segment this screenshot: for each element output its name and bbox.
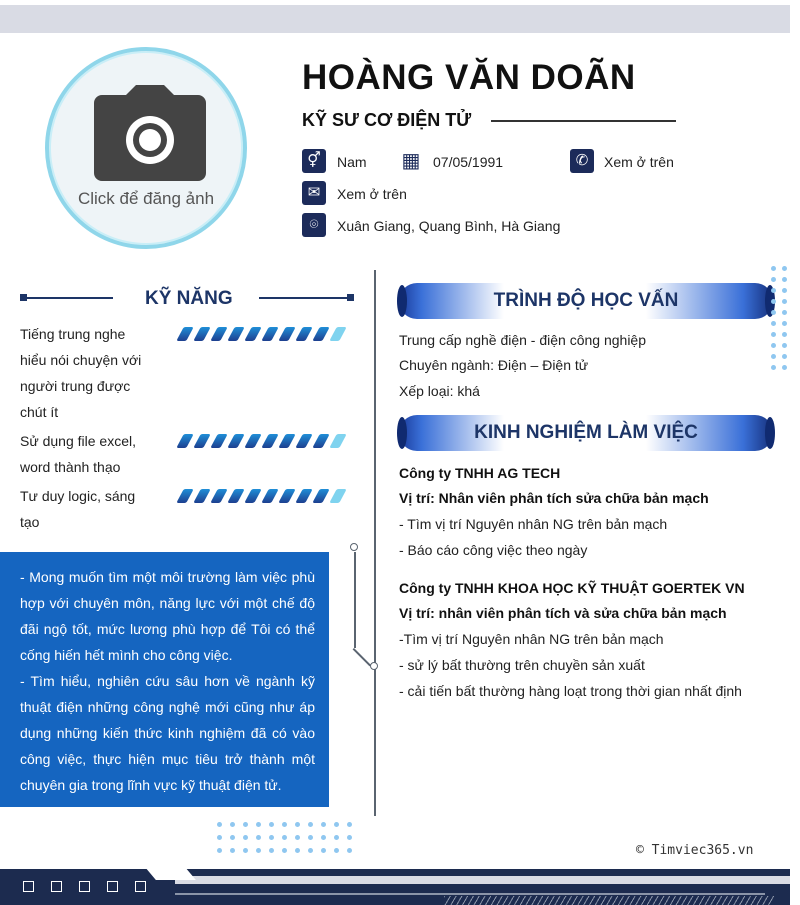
- skill-bar-segment: [295, 489, 312, 503]
- decorative-dot: [782, 277, 787, 282]
- phone-value: Xem ở trên: [604, 154, 674, 170]
- job-position: Vị trí: Nhân viên phân tích sửa chữa bản mạch: [399, 490, 709, 506]
- decorative-dot: [295, 848, 300, 853]
- gender-value: Nam: [337, 154, 367, 170]
- phone-icon: ✆: [570, 149, 594, 173]
- heading-square-right: [347, 294, 354, 301]
- job-task: - Báo cáo công việc theo ngày: [399, 542, 588, 558]
- skill-bar-segment: [176, 434, 193, 448]
- candidate-name: HOÀNG VĂN DOÃN: [302, 58, 636, 97]
- job-task: - cải tiến bất thường hàng loạt trong thời gian nhất định: [399, 683, 742, 699]
- skill-bar-segment: [329, 489, 346, 503]
- decorative-dot: [347, 848, 352, 853]
- decorative-dot: [334, 822, 339, 827]
- decorative-dot: [217, 835, 222, 840]
- skill-bar-segment: [244, 434, 261, 448]
- job-task: - sử lý bất thường trên chuyền sản xuất: [399, 657, 645, 673]
- decorative-dot: [230, 835, 235, 840]
- job-task: -Tìm vị trí Nguyên nhân NG trên bản mạch: [399, 631, 664, 647]
- footer-square: [107, 881, 118, 892]
- decorative-dot: [308, 822, 313, 827]
- decorative-dot: [321, 822, 326, 827]
- decorative-dot: [308, 835, 313, 840]
- skill-label: Sử dụng file excel, word thành thạo: [20, 433, 136, 475]
- job-position: Vị trí: nhân viên phân tích và sửa chữa bản mạch: [399, 605, 727, 621]
- decorative-dot: [771, 288, 776, 293]
- skill-bar-segment: [261, 434, 278, 448]
- decorative-dot: [282, 848, 287, 853]
- skill-bar-segment: [227, 434, 244, 448]
- decorative-dot: [269, 848, 274, 853]
- decorative-dot: [321, 848, 326, 853]
- decorative-dot: [782, 354, 787, 359]
- skill-bar-segment: [278, 434, 295, 448]
- address-value: Xuân Giang, Quang Bình, Hà Giang: [337, 218, 561, 234]
- objective-paragraph: - Tìm hiểu, nghiên cứu sâu hơn về ngành kỹ thuật điện những công nghệ mới cũng như áp dụng những kiến thức kinh nghiệm đã có vào công việc, thực hiện mục tiêu trở thành một chuyên gia trong lĩnh vực kỹ thuật điện tử.: [20, 673, 315, 793]
- decorative-dot: [782, 310, 787, 315]
- skill-bar-segment: [278, 489, 295, 503]
- footer-square: [135, 881, 146, 892]
- skill-bar-segment: [261, 489, 278, 503]
- skill-bar-segment: [210, 434, 227, 448]
- footer-hatch: [444, 896, 774, 905]
- skill-bar-segment: [193, 489, 210, 503]
- decorative-dot: [321, 835, 326, 840]
- decorative-dot: [295, 835, 300, 840]
- job-title: KỸ SƯ CƠ ĐIỆN TỬ: [302, 110, 472, 130]
- title-rule: [491, 120, 676, 122]
- skills-heading: KỸ NĂNG: [145, 288, 233, 309]
- skill-level-bar: [176, 326, 348, 342]
- decorative-dot: [269, 835, 274, 840]
- heading-rule-right: [259, 297, 353, 299]
- decorative-dot: [217, 848, 222, 853]
- experience-ribbon: [399, 415, 773, 451]
- skill-bar-segment: [312, 489, 329, 503]
- education-line: Chuyên ngành: Điện – Điện tử: [399, 357, 589, 373]
- decorative-dot: [782, 343, 787, 348]
- job-task: - Tìm vị trí Nguyên nhân NG trên bản mạch: [399, 516, 668, 532]
- decorative-dot: [771, 299, 776, 304]
- avatar-caption: Click để đăng ảnh: [77, 189, 215, 208]
- education-line: Trung cấp nghề điện - điện công nghiệp: [399, 332, 646, 348]
- decorative-dot: [282, 835, 287, 840]
- skill-bar-segment: [329, 327, 346, 341]
- decorative-dot: [771, 343, 776, 348]
- decorative-dot: [243, 848, 248, 853]
- education-line: Xếp loại: khá: [399, 383, 480, 399]
- heading-rule-left: [20, 297, 113, 299]
- decorative-dot: [230, 848, 235, 853]
- connector-dot-top: [350, 543, 358, 551]
- skill-level-bar: [176, 433, 348, 449]
- decorative-dot: [256, 848, 261, 853]
- skill-bar-segment: [193, 327, 210, 341]
- decorative-dot: [782, 332, 787, 337]
- skill-bar-segment: [295, 327, 312, 341]
- job-company: Công ty TNHH AG TECH: [399, 465, 561, 481]
- location-pin-icon: ⌾: [302, 213, 326, 237]
- skill-bar-segment: [227, 489, 244, 503]
- decorative-dot: [771, 321, 776, 326]
- decorative-dot: [771, 266, 776, 271]
- decorative-dot: [256, 835, 261, 840]
- email-value: Xem ở trên: [337, 186, 407, 202]
- birthday-cake-icon: ▦: [399, 149, 423, 173]
- footer-square: [23, 881, 34, 892]
- footer-stripe: [175, 876, 790, 884]
- decorative-dot: [782, 266, 787, 271]
- connector-line: [354, 552, 356, 648]
- decorative-dot: [782, 299, 787, 304]
- skill-bar-segment: [312, 434, 329, 448]
- decorative-dot: [771, 354, 776, 359]
- copyright: © Timviec365.vn: [636, 843, 754, 858]
- footer-square: [79, 881, 90, 892]
- skill-bar-segment: [210, 327, 227, 341]
- decorative-dot: [243, 822, 248, 827]
- skill-bar-segment: [176, 327, 193, 341]
- decorative-dot: [334, 835, 339, 840]
- column-divider: [374, 270, 376, 816]
- skill-bar-segment: [261, 327, 278, 341]
- skill-bar-segment: [227, 327, 244, 341]
- skill-label: Tiếng trung nghe hiểu nói chuyện với người trung được chút ít: [20, 326, 142, 420]
- skill-bar-segment: [176, 489, 193, 503]
- email-icon: ✉: [302, 181, 326, 205]
- decorative-dot: [782, 321, 787, 326]
- career-objective: [0, 552, 329, 807]
- decorative-dot: [269, 822, 274, 827]
- skill-bar-segment: [244, 327, 261, 341]
- connector-dot-bottom: [370, 662, 378, 670]
- birthday-value: 07/05/1991: [433, 154, 504, 170]
- decorative-dot: [243, 835, 248, 840]
- education-heading: TRÌNH ĐỘ HỌC VẤN: [493, 290, 679, 311]
- decorative-dot: [771, 310, 776, 315]
- job-company: Công ty TNHH KHOA HỌC KỸ THUẬT GOERTEK VN: [399, 580, 745, 596]
- skill-label: Tư duy logic, sáng tạo: [20, 488, 136, 530]
- decorative-dot: [334, 848, 339, 853]
- camera-icon: [94, 85, 206, 181]
- skill-bar-segment: [210, 489, 227, 503]
- skill-bar-segment: [329, 434, 346, 448]
- avatar-upload[interactable]: [45, 47, 247, 249]
- skill-bar-segment: [295, 434, 312, 448]
- decorative-dot: [256, 822, 261, 827]
- decorative-dot: [771, 365, 776, 370]
- decorative-dot: [308, 848, 313, 853]
- decorative-dot: [295, 822, 300, 827]
- decorative-dot: [782, 365, 787, 370]
- decorative-dot: [771, 332, 776, 337]
- decorative-dot: [347, 822, 352, 827]
- experience-heading: KINH NGHIỆM LÀM VIỆC: [474, 422, 698, 443]
- decorative-dot: [347, 835, 352, 840]
- gender-icon: ⚥: [302, 149, 326, 173]
- top-band: [0, 5, 790, 33]
- skill-bar-segment: [244, 489, 261, 503]
- education-ribbon: [399, 283, 773, 319]
- skill-bar-segment: [312, 327, 329, 341]
- skill-bar-segment: [193, 434, 210, 448]
- footer-square: [51, 881, 62, 892]
- connector-diagonal: [353, 648, 371, 666]
- objective-paragraph: - Mong muốn tìm một môi trường làm việc phù hợp với chuyên môn, năng lực với một chế độ đãi ngộ tốt, mức lương phù hợp để Tôi có thể cống hiến hết mình cho công việc.: [20, 569, 315, 663]
- decorative-dot: [771, 277, 776, 282]
- decorative-dot: [782, 288, 787, 293]
- decorative-dot: [230, 822, 235, 827]
- decorative-dot: [282, 822, 287, 827]
- footer-rule: [175, 893, 765, 895]
- skill-bar-segment: [278, 327, 295, 341]
- skill-level-bar: [176, 488, 348, 504]
- decorative-dot: [217, 822, 222, 827]
